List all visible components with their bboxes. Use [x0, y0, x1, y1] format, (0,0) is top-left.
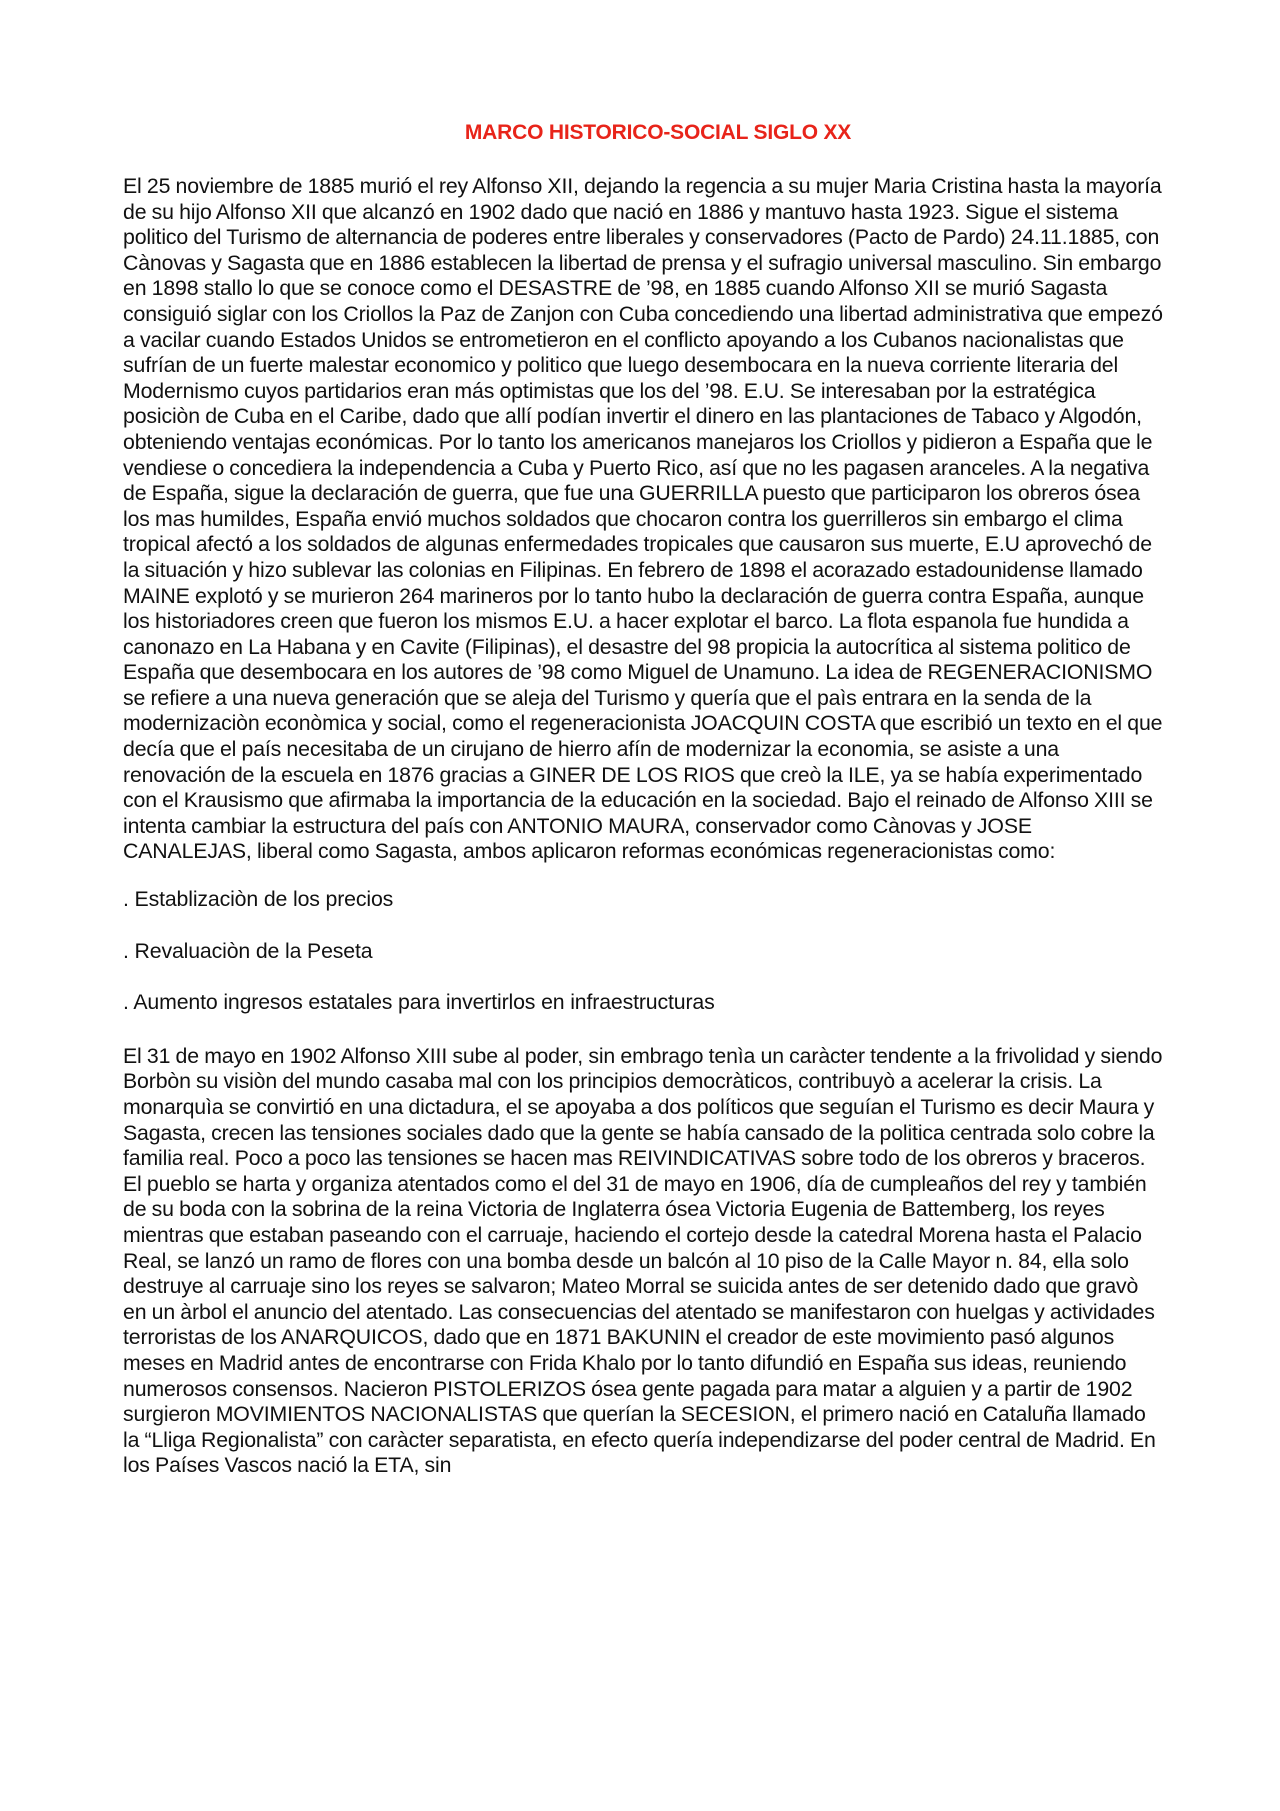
- bullet-item-3: . Aumento ingresos estatales para invertirlos en infraestructuras: [123, 990, 715, 1015]
- document-title: MARCO HISTORICO-SOCIAL SIGLO XX: [464, 121, 852, 144]
- paragraph-2: El 31 de mayo en 1902 Alfonso XIII sube al poder, sin embrago tenìa un caràcter tendente a la frivolidad y siendo Borbòn su visiòn del mundo casaba mal con los principios democràticos, contribuyò a acelerar la crisis. La monarquìa se convirtió en una dictadura, el se apoyaba a dos políticos que seguían el Turismo es decir Maura y Sagasta, crecen las tensiones sociales dado que la gente se había cansado de la politica centrada solo cobre la familia real. Poco a poco las tensiones se hacen mas REIVINDICATIVAS sobre todo de los obreros y braceros. El pueblo se harta y organiza atentados como el del 31 de mayo en 1906, día de cumpleaños del rey y también de su boda con la sobrina de la reina Victoria de Inglaterra ósea Victoria Eugenia de Battemberg, los reyes mientras que estaban paseando con el carruaje, haciendo el cortejo desde la catedral Morena hasta el Palacio Real, se lanzó un ramo de flores con una bomba desde un balcón al 10 piso de la Calle Mayor n. 84, ella solo destruye al carruaje sino los reyes se salvaron; Mateo Morral se suicida antes de ser detenido dado que gravò en un àrbol el anuncio del atentado. Las consecuencias del atentado se manifestaron con huelgas y actividades terroristas de los ANARQUICOS, dado que en 1871 BAKUNIN el creador de este movimiento pasó algunos meses en Madrid antes de encontrarse con Frida Khalo por lo tanto difundió en España sus ideas, reuniendo numerosos consensos. Nacieron PISTOLERIZOS ósea gente pagada para matar a alguien y a partir de 1902 surgieron MOVIMIENTOS NACIONALISTAS que querían la SECESION, el primero nació en Cataluña llamado la “Lliga Regionalista” con caràcter separatista, en efecto quería independizarse del poder central de Madrid. En los Países Vascos nació la ETA, sin: [123, 1043, 1163, 1478]
- bullet-item-1: . Establizaciòn de los precios: [123, 887, 394, 912]
- paragraph-1: El 25 noviembre de 1885 murió el rey Alfonso XII, dejando la regencia a su mujer Maria Cristina hasta la mayoría de su hijo Alfonso XII que alcanzó en 1902 dado que nació en 1886 y mantuvo hasta 1923. Sigue el sistema politico del Turismo de alternancia de poderes entre liberales y conservadores (Pacto de Pardo) 24.11.1885, con Cànovas y Sagasta que en 1886 establecen la libertad de prensa y el sufragio universal masculino. Sin embargo en 1898 stallo lo que se conoce como el DESASTRE de ’98, en 1885 cuando Alfonso XII se murió Sagasta consiguió siglar con los Criollos la Paz de Zanjon con Cuba concediendo una libertad administrativa que empezó a vacilar cuando Estados Unidos se entrometieron en el conflicto apoyando a los Cubanos nacionalistas que sufrían de un fuerte malestar economico y politico que luego desembocara en la nueva corriente literaria del Modernismo cuyos partidarios eran más optimistas que los del ’98. E.U. Se interesaban por la estratégica posiciòn de Cuba en el Caribe, dado que allí podían invertir el dinero en las plantaciones de Tabaco y Algodón, obteniendo ventajas económicas. Por lo tanto los americanos manejaros los Criollos y pidieron a España que le vendiese o concediera la independencia a Cuba y Puerto Rico, así que no les pagasen aranceles. A la negativa de España, sigue la declaración de guerra, que fue una GUERRILLA puesto que participaron los obreros ósea los mas humildes, España envió muchos soldados que chocaron contra los guerrilleros sin embargo el clima tropical afectó a los soldados de algunas enfermedades tropicales que causaron sus muerte, E.U aprovechó de la situación y hizo sublevar las colonias en Filipinas. En febrero de 1898 el acorazado estadounidense llamado MAINE explotó y se murieron 264 marineros por lo tanto hubo la declaración de guerra contra España, aunque los historiadores creen que fueron los mismos E.U. a hacer explotar el barco. La flota espanola fue hundida a canonazo en La Habana y en Cavite (Filipinas), el desastre del 98 propicia la autocrítica al sistema politico de España que desembocara en los autores de ’98 como Miguel de Unamuno. La idea de REGENERACIONISMO se refiere a una nueva generación que se aleja del Turismo y quería que el paìs entrara en la senda de la modernizaciòn econòmica y social, como el regeneracionista JOACQUIN COSTA que escribió un texto en el que decía que el país necesitaba de un cirujano de hierro afín de modernizar la economia, se asiste a una renovación de la escuela en 1876 gracias a GINER DE LOS RIOS que creò la ILE, ya se había experimentado con el Krausismo que afirmaba la importancia de la educación en la sociedad. Bajo el reinado de Alfonso XIII se intenta cambiar la estructura del país con ANTONIO MAURA, conservador como Cànovas y JOSE CANALEJAS, liberal como Sagasta, ambos aplicaron reformas económicas regeneracionistas como:: [123, 174, 1163, 864]
- bullet-item-2: . Revaluaciòn de la Peseta: [123, 938, 373, 963]
- document-page: [123, 120, 1163, 1479]
